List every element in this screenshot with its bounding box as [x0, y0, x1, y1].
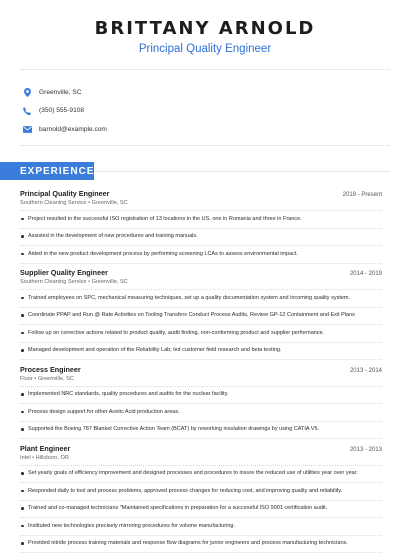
job-entry [20, 268, 382, 360]
job-bullet: Coordinate PPAP and Run @ Rate Activities on Tooling Transfers Conduct Process Audits, Review GP-12 Containment and Exit Plans [20, 312, 382, 320]
bullet-divider [20, 517, 382, 518]
job-bullet-list [20, 289, 382, 360]
job-title: Supplier Quality Engineer [20, 268, 108, 277]
job-bullet: Instituted new technologies precisely mirroring procedures for volume manufacturing. [20, 523, 382, 531]
job-location: Hillsboro, OR [35, 454, 69, 461]
job-bullet-list [20, 386, 382, 440]
job-location: Greenville, SC [37, 375, 74, 382]
resume-header [0, 0, 410, 55]
job-bullet: Provided nitride process training materials and response flow diagrams for junior engineers and process manufacturing technicians. [20, 540, 382, 548]
bullet-divider [20, 289, 382, 290]
envelope-icon [22, 124, 32, 134]
bullet-divider [20, 386, 382, 387]
job-title: Plant Engineer [20, 443, 71, 453]
job-bullet: Trained and co-managed technicians "Maintained specifications in preparation for a successful ISO 9001 certification audit. [20, 505, 382, 513]
header-divider [20, 69, 390, 70]
job-dates: 2013 - 2014 [349, 367, 382, 374]
candidate-title: Principal Quality Engineer [138, 43, 272, 55]
contact-phone [22, 102, 107, 120]
bullet-divider [20, 500, 382, 501]
job-company-line [20, 455, 382, 461]
contact-email[interactable] [22, 120, 107, 138]
experience-section-heading: EXPERIENCE [0, 162, 94, 180]
experience-list [20, 189, 382, 558]
contact-list [22, 83, 107, 139]
bullet-divider [20, 421, 382, 422]
job-company: Southern Cleaning Service [20, 200, 87, 206]
bullet-divider [20, 403, 382, 404]
job-dates: 2013 - 2013 [349, 446, 382, 453]
job-bullet: Process design support for other Acetic Acid production areas. [20, 409, 382, 417]
job-location: Greenville, SC [91, 279, 128, 285]
job-title: Principal Quality Engineer [20, 189, 110, 198]
job-dates: 2019 - Present [342, 192, 382, 198]
bullet-divider [20, 438, 382, 439]
job-header [20, 365, 382, 374]
bullet-divider [20, 307, 382, 308]
job-title: Process Engineer [20, 364, 81, 374]
job-entry [20, 444, 382, 554]
bullet-divider [20, 245, 382, 246]
map-pin-icon [22, 87, 32, 97]
bullet-divider [20, 465, 382, 466]
bullet-divider [20, 228, 382, 229]
bullet-divider [20, 535, 382, 536]
job-company: Fluor [20, 375, 33, 382]
job-company: Intel [20, 454, 31, 461]
job-bullet-list [20, 210, 382, 264]
company-separator: • [30, 454, 36, 461]
job-bullet: Implemented NRC standards, quality procedures and audits for the nuclear facility. [20, 391, 382, 399]
job-company-line [20, 200, 382, 206]
location-text: Greenville, SC [39, 88, 82, 96]
section-rule [94, 171, 390, 172]
job-entry [20, 189, 382, 264]
contact-location [22, 83, 107, 101]
job-bullet: Project resulted in the successful ISO registration of 13 locations in the US, one in Romania and three in France. [20, 216, 382, 224]
job-bullet: Follow up on corrective actions related to product quality, audit finding, non-conforming product and supplier performance. [20, 330, 382, 338]
phone-text: (350) 555-9108 [39, 107, 85, 114]
bullet-divider [20, 359, 382, 360]
job-company-line [20, 279, 382, 285]
job-location: Greenville, SC [91, 200, 128, 206]
job-header [20, 189, 382, 198]
job-bullet: Aided in the new product development process by performing screening LCAs to assess environmental impact. [20, 251, 382, 259]
phone-icon [22, 106, 32, 116]
company-separator: • [86, 279, 92, 285]
job-bullet: Trained employees on SPC, mechanical measuring techniques, set up a quality documentation system and incoming quality system. [20, 295, 382, 303]
job-bullet: Supported the Boeing 787 Blanket Corrective Action Team (BCAT) by reworking insulation drawings by using CATIA V5. [20, 426, 382, 434]
contact-divider [20, 145, 390, 146]
company-separator: • [32, 375, 38, 382]
job-header [20, 268, 382, 277]
job-bullet-list [20, 465, 382, 554]
bullet-divider [20, 210, 382, 211]
bullet-divider [20, 324, 382, 325]
bullet-divider [20, 482, 382, 483]
email-text[interactable]: barnold@example.com [39, 125, 107, 133]
job-bullet: Assisted in the development of new procedures and training manuals. [20, 233, 382, 241]
job-bullet: Managed development and operation of the Reliability Lab; led customer field research and beta testing. [20, 347, 382, 355]
company-separator: • [86, 200, 92, 206]
job-dates: 2014 - 2019 [349, 271, 382, 277]
bullet-divider [20, 552, 382, 553]
bullet-divider [20, 342, 382, 343]
job-header [20, 444, 382, 453]
bullet-divider [20, 263, 382, 264]
job-entry [20, 365, 382, 440]
job-bullet: Responded daily to tool and process problems, approved process changes for reducing cost, and improving quality and reliability. [20, 488, 382, 496]
candidate-name: BRITTANY ARNOLD [94, 18, 316, 39]
job-company-line [20, 376, 382, 382]
job-company: Southern Cleaning Service [20, 279, 87, 285]
job-bullet: Set yearly goals of efficiency improvement and designed processes and procedures to insure the reduced use of utilities year over year. [20, 470, 382, 478]
